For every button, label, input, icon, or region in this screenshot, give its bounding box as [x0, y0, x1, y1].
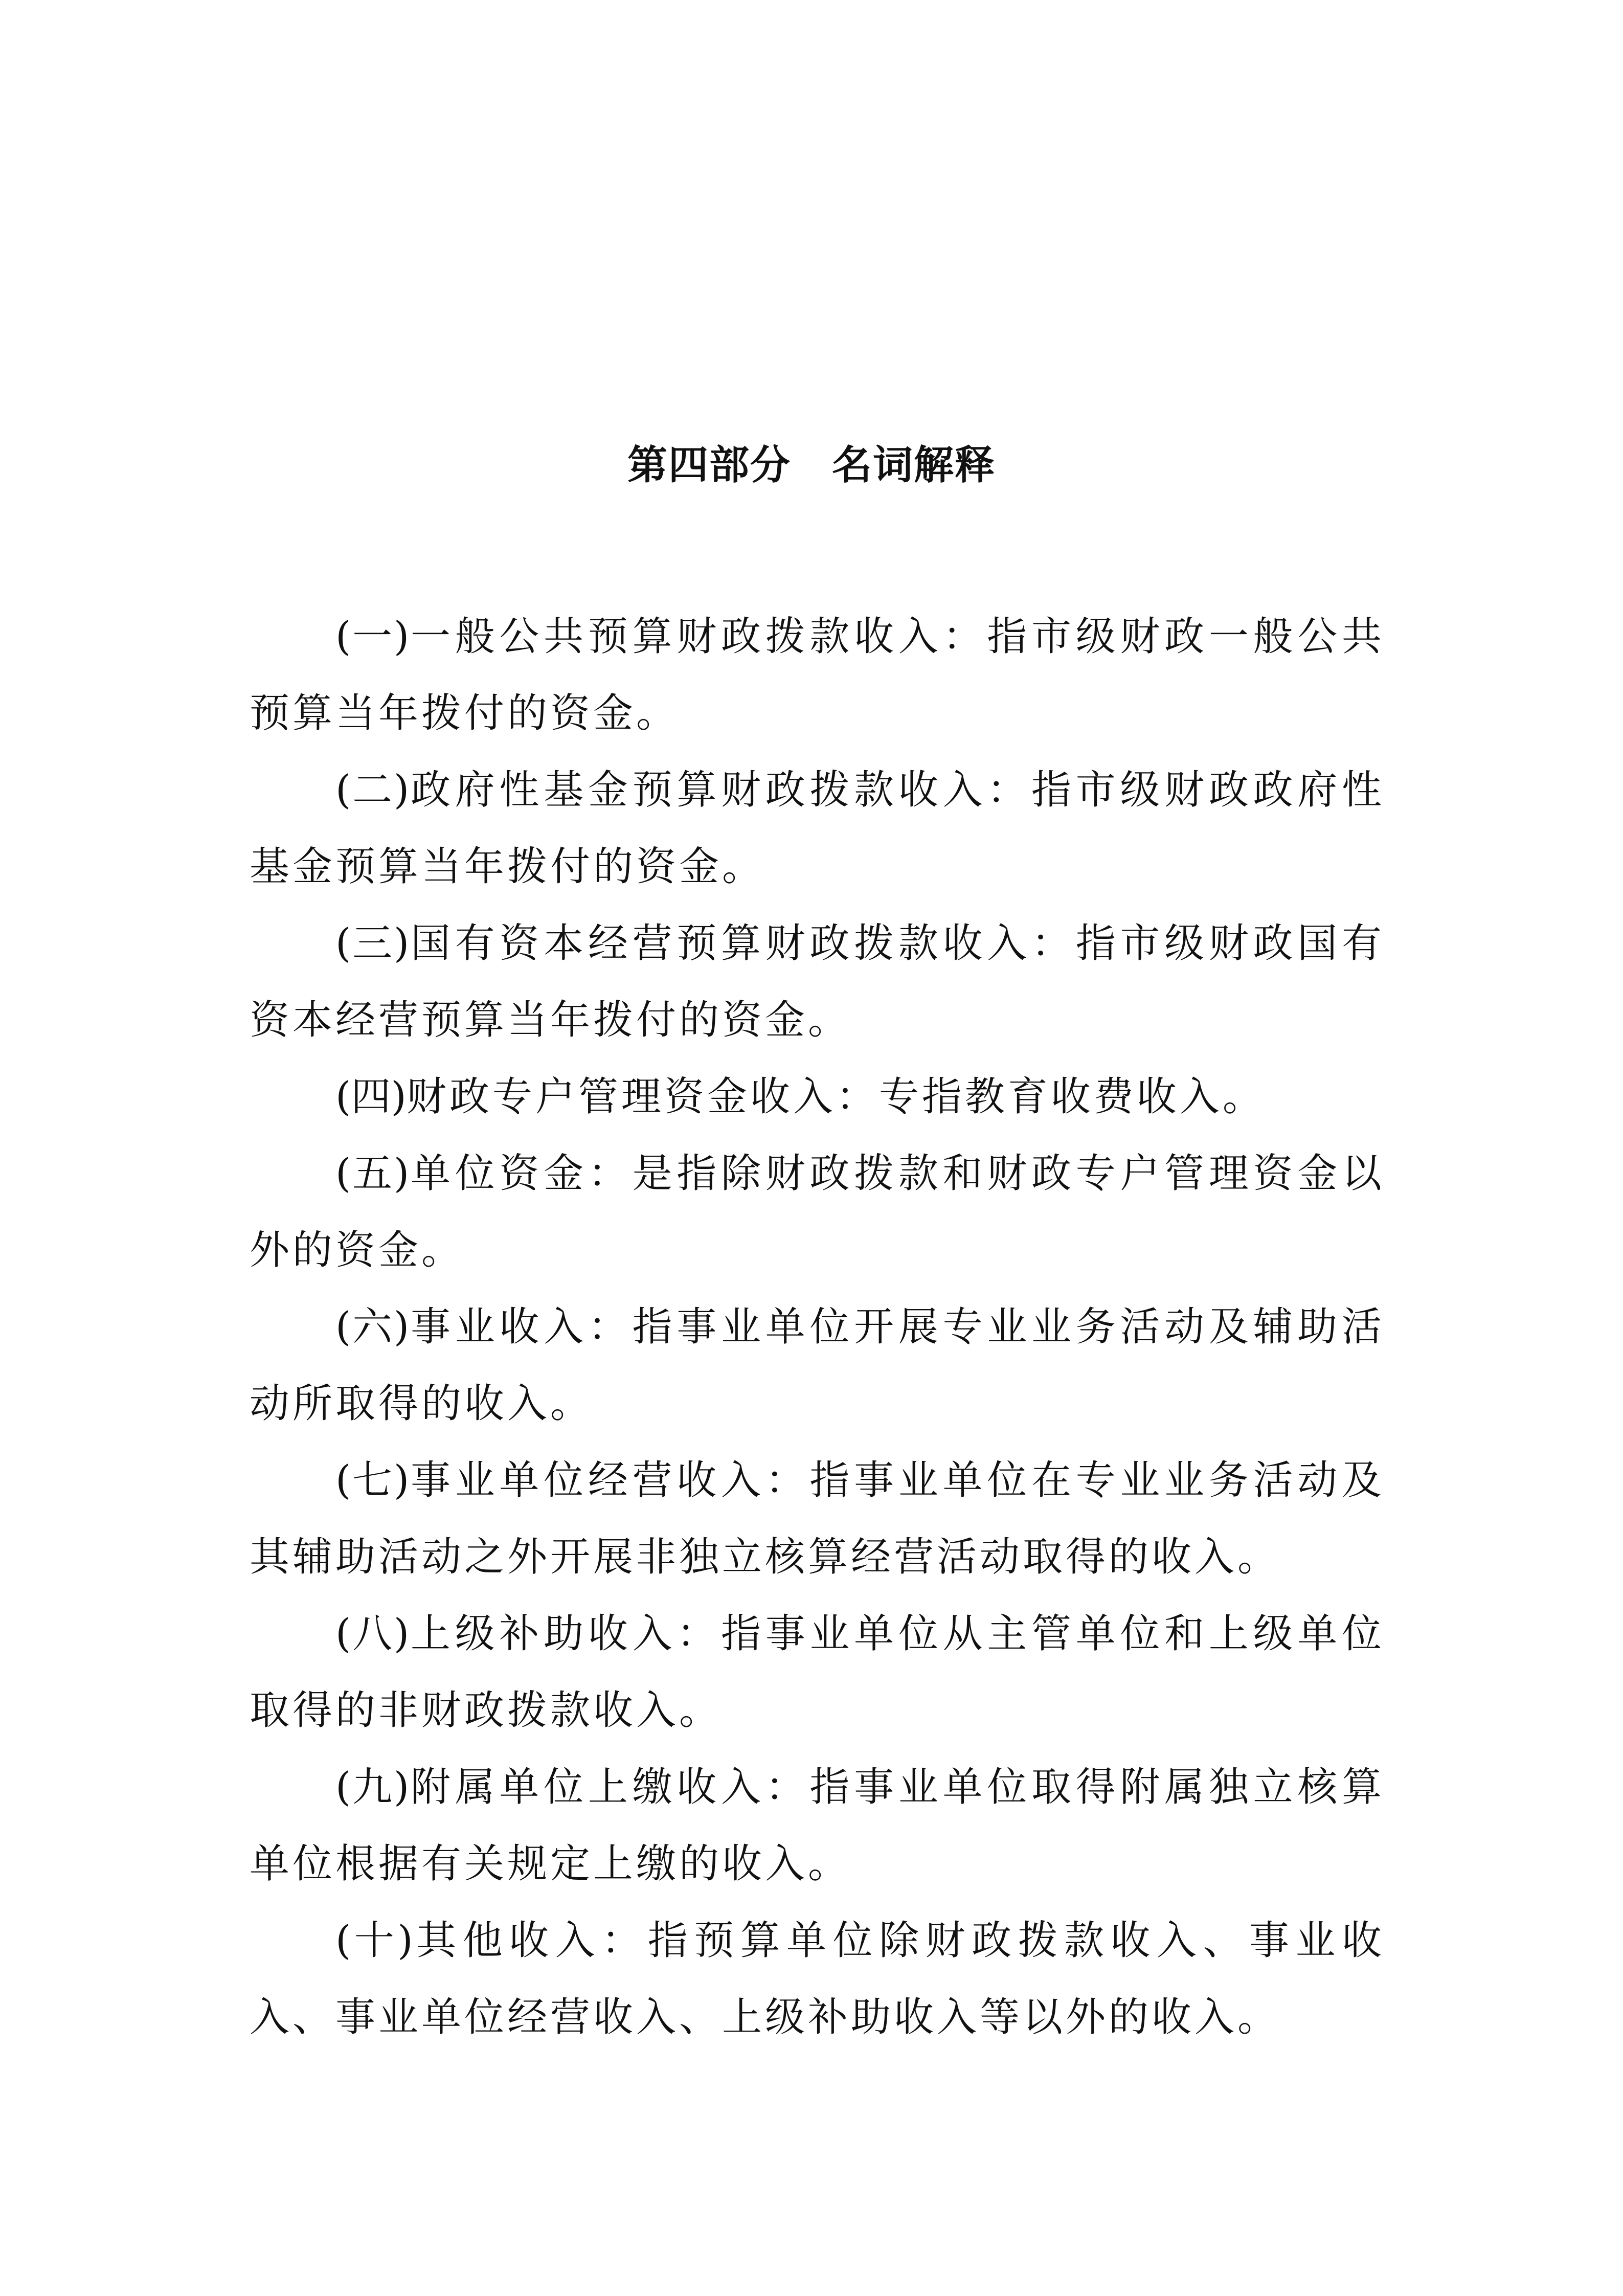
- definition-item-1: [250, 598, 1385, 752]
- item-number: (八): [335, 1611, 410, 1657]
- item-number: (一): [335, 614, 410, 660]
- item-text: 国有资本经营预算财政拨款收入：指市级财政国有资本经营预算当年拨付的资金。: [250, 920, 1385, 1043]
- item-number: (二): [335, 767, 410, 813]
- item-number: (六): [335, 1304, 410, 1350]
- item-text: 其他收入：指预算单位除财政拨款收入、事业收入、事业单位经营收入、上级补助收入等以外的收入。: [250, 1918, 1385, 2040]
- item-number: (十): [335, 1918, 413, 1964]
- definition-item-8: [250, 1595, 1385, 1749]
- item-text: 事业单位经营收入：指事业单位在专业业务活动及其辅助活动之外开展非独立核算经营活动取得的收入。: [250, 1457, 1385, 1580]
- item-number: (四): [335, 1074, 407, 1120]
- item-text: 事业收入：指事业单位开展专业业务活动及辅助活动所取得的收入。: [250, 1304, 1385, 1427]
- item-text: 政府性基金预算财政拨款收入：指市级财政政府性基金预算当年拨付的资金。: [250, 767, 1385, 890]
- item-number: (五): [335, 1151, 410, 1197]
- definition-item-3: [250, 905, 1385, 1059]
- item-number: (三): [335, 920, 410, 966]
- definition-item-6: [250, 1289, 1385, 1442]
- definition-item-2: [250, 752, 1385, 905]
- item-text: 附属单位上缴收入：指事业单位取得附属独立核算单位根据有关规定上缴的收入。: [250, 1764, 1385, 1887]
- item-text: 上级补助收入：指事业单位从主管单位和上级单位取得的非财政拨款收入。: [250, 1611, 1385, 1734]
- definition-item-7: [250, 1442, 1385, 1595]
- item-text: 一般公共预算财政拨款收入：指市级财政一般公共预算当年拨付的资金。: [250, 614, 1385, 736]
- item-number: (九): [335, 1764, 410, 1810]
- definition-item-4: [250, 1059, 1385, 1135]
- page-title: 第四部分 名词解释: [627, 442, 996, 488]
- item-text: 财政专户管理资金收入：专指教育收费收入。: [406, 1074, 1266, 1120]
- item-number: (七): [335, 1457, 410, 1503]
- definition-item-5: [250, 1135, 1385, 1289]
- definitions-list: [250, 598, 1385, 2056]
- definition-item-9: [250, 1749, 1385, 1902]
- definition-item-10: [250, 1902, 1385, 2056]
- item-text: 单位资金：是指除财政拨款和财政专户管理资金以外的资金。: [250, 1151, 1385, 1273]
